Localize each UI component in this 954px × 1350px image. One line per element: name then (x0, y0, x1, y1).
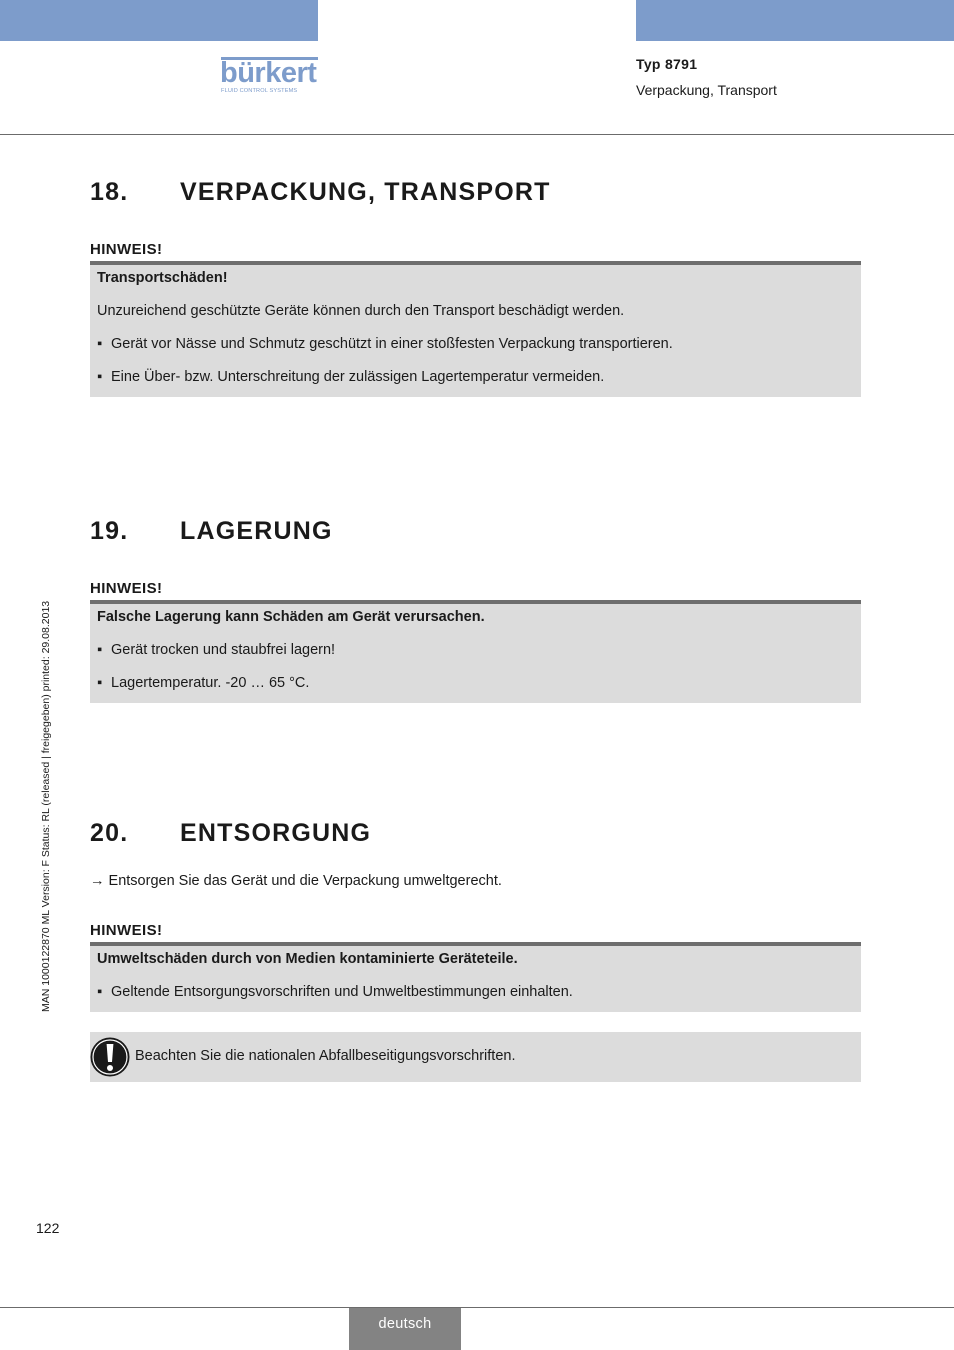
bullet-marker: ▪ (97, 675, 103, 691)
bullet-marker: ▪ (97, 336, 103, 352)
section-number: 20. (90, 819, 129, 847)
notice-box (90, 261, 861, 397)
list-item-text: Lagertemperatur. -20 … 65 °C. (111, 675, 310, 691)
list-item (97, 674, 854, 692)
section-lagerung (90, 517, 861, 703)
notice-title: Transportschäden! (97, 270, 228, 286)
important-note-box (90, 1032, 861, 1082)
list-item-text: Gerät vor Nässe und Schmutz geschützt in einer stoßfesten Verpackung transportieren. (111, 336, 673, 352)
header-color-bar-right (636, 0, 954, 41)
instruction-step (90, 872, 861, 890)
notice-title: Umweltschäden durch von Medien kontaminierte Geräteteile. (97, 951, 518, 967)
list-item (97, 983, 854, 1001)
notice-text: Unzureichend geschützte Geräte können durch den Transport beschädigt werden. (97, 303, 625, 319)
list-item (97, 335, 854, 353)
section-heading (90, 178, 861, 208)
notice-label: HINWEIS! (90, 580, 163, 597)
section-number: 18. (90, 178, 129, 206)
list-item (97, 368, 854, 386)
section-number: 19. (90, 517, 129, 545)
side-print-note: MAN 1000122870 ML Version: F Status: RL (released | freigegeben) printed: 29.08.2013 (40, 600, 52, 1012)
section-title: LAGERUNG (180, 517, 333, 545)
bullet-marker: ▪ (97, 642, 103, 658)
list-item (97, 641, 854, 659)
section-heading (90, 517, 861, 547)
list-item-text: Gerät trocken und staubfrei lagern! (111, 642, 336, 658)
notice-box (90, 942, 861, 1012)
page-number: 122 (36, 1220, 60, 1236)
header-rule (0, 134, 954, 135)
section-title: VERPACKUNG, TRANSPORT (180, 178, 551, 206)
buerkert-logo (221, 57, 319, 97)
section-title: ENTSORGUNG (180, 819, 372, 847)
notice-box (90, 600, 861, 703)
notice-title: Falsche Lagerung kann Schäden am Gerät verursachen. (97, 609, 485, 625)
doc-type: Typ 8791 (636, 56, 698, 72)
section-entsorgung (90, 819, 861, 1012)
notice-label: HINWEIS! (90, 241, 163, 258)
bullet-marker: ▪ (97, 369, 103, 385)
footer-rule (0, 1307, 954, 1308)
logo-subtitle: FLUID CONTROL SYSTEMS (221, 88, 298, 94)
logo-wordmark: bürkert (220, 57, 317, 89)
doc-section-title: Verpackung, Transport (636, 82, 777, 98)
exclamation-icon (90, 1036, 130, 1078)
section-heading (90, 819, 861, 849)
section-verpackung-transport (90, 178, 861, 397)
important-note-text: Beachten Sie die nationalen Abfallbeseitigungsvorschriften. (135, 1048, 516, 1064)
instruction-text: Entsorgen Sie das Gerät und die Verpackung umweltgerecht. (108, 873, 502, 889)
list-item-text: Geltende Entsorgungsvorschriften und Umweltbestimmungen einhalten. (111, 984, 573, 1000)
header-color-bar-left (0, 0, 318, 41)
arrow-icon: → (90, 873, 105, 889)
language-tab: deutsch (349, 1308, 461, 1350)
list-item-text: Eine Über- bzw. Unterschreitung der zulässigen Lagertemperatur vermeiden. (111, 369, 605, 385)
notice-label: HINWEIS! (90, 922, 163, 939)
bullet-marker: ▪ (97, 984, 103, 1000)
